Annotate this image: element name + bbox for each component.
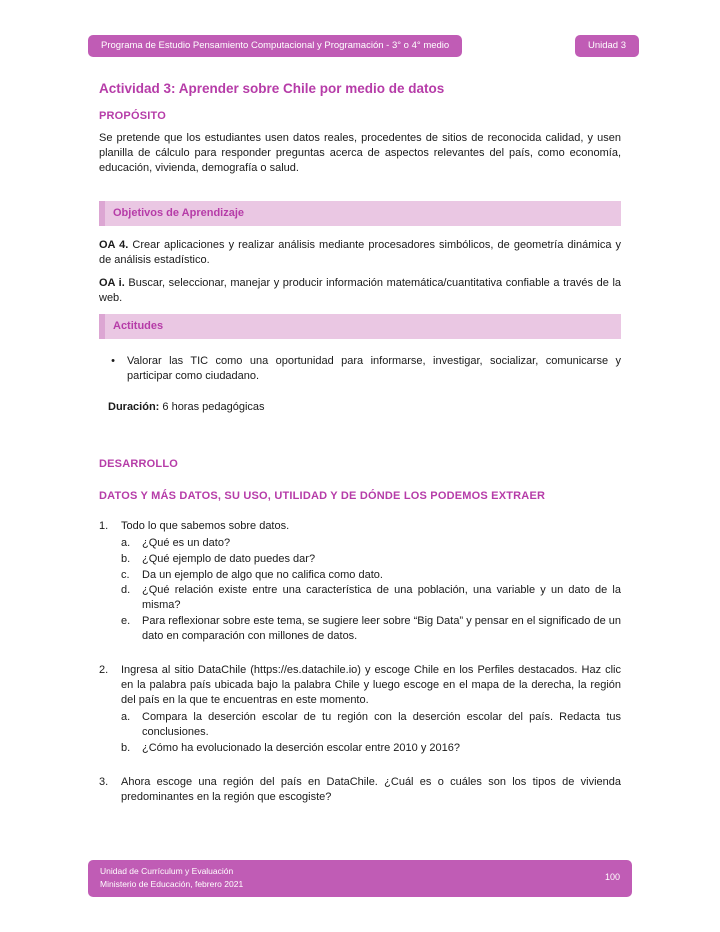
list-item-2 [99,663,621,757]
oa-4-text: Crear aplicaciones y realizar análisis mediante procesadores simbólicos, de geometría dinámica y de análisis estadístico. [99,239,622,267]
sub-text: Da un ejemplo de algo que no califica como dato. [142,568,383,581]
sub-letter: b. [121,742,131,755]
list-item-3 [99,775,621,805]
page-header [88,35,639,57]
sub-letter: d. [121,584,131,597]
sub-letter: b. [121,552,131,565]
sub-letter: e. [121,615,131,628]
objetivos-banner: Objetivos de Aprendizaje [99,201,621,226]
sub-text: ¿Qué relación existe entre una característica de una población, una variable y un dato de la misma? [142,584,621,612]
list-item-text: Ingresa al sitio DataChile (https://es.datachile.io) y escoge Chile en los Perfiles destacados. Haz clic en la palabra país ubicada bajo la palabra Chile y luego escoge en el mapa de la derecha, la región del país en la que te encuentras en este momento. [121,664,621,707]
sub-item-1e [121,614,621,644]
proposito-paragraph: Se pretende que los estudiantes usen datos reales, procedentes de sitios de reconocida calidad, y usen planilla de cálculo para responder preguntas acerca de aspectos relevantes del país, como economía, educación, vivienda, demografía o salud. [99,132,621,175]
actitudes-banner: Actitudes [99,314,621,339]
bullet-icon: • [111,354,115,367]
sub-list-1 [121,536,621,645]
duracion-label: Duración: [108,400,160,413]
sub-item-1a [121,536,621,551]
sub-text: Compara la deserción escolar de tu región con la deserción escolar del país. Redacta tus conclusiones. [142,711,621,739]
document-body [99,80,621,809]
sub-list-2 [121,710,621,756]
sub-item-1b [121,552,621,567]
sub-text: Para reflexionar sobre este tema, se sugiere leer sobre “Big Data” y pensar en el significado de un dato en comparación con millones de datos. [142,615,621,643]
oa-i-text: Buscar, seleccionar, manejar y producir información matemática/cuantitativa confiable a través de la web. [99,277,622,304]
sub-text: ¿Cómo ha evolucionado la deserción escolar entre 2010 y 2016? [142,742,460,755]
proposito-heading: PROPÓSITO [99,110,166,123]
footer-line-2: Ministerio de Educación, febrero 2021 [100,878,244,889]
footer-credits [100,865,243,891]
sub-letter: a. [121,536,131,549]
activity-title: Actividad 3: Aprender sobre Chile por medio de datos [99,81,445,96]
desarrollo-heading: DESARROLLO [99,457,178,470]
sub-item-2a [121,710,621,740]
oa-4-label: OA 4. [99,239,129,252]
datos-subheading: DATOS Y MÁS DATOS, SU USO, UTILIDAD Y DE DÓNDE LOS PODEMOS EXTRAER [99,489,546,502]
list-number: 2. [99,664,109,677]
list-item-text: Todo lo que sabemos sobre datos. [121,519,290,532]
sub-item-2b [121,741,621,756]
sub-item-1d [121,583,621,613]
duracion-line [108,400,621,415]
actitudes-bullet-item [99,354,621,384]
sub-letter: a. [121,711,131,724]
footer-line-1: Unidad de Currículum y Evaluación [100,866,234,876]
list-item-1 [99,519,621,646]
sub-text: ¿Qué es un dato? [142,536,231,549]
sub-text: ¿Qué ejemplo de dato puedes dar? [142,552,316,565]
page-number: 100 [604,872,620,882]
list-item-text: Ahora escoge una región del país en DataChile. ¿Cuál es o cuáles son los tipos de vivienda predominantes en la región que escogiste? [121,776,621,803]
sub-item-1c [121,568,621,583]
duracion-value: 6 horas pedagógicas [159,400,265,413]
oa-item-i [99,276,621,306]
list-number: 1. [99,519,109,532]
unit-badge: Unidad 3 [575,35,639,57]
program-title-banner: Programa de Estudio Pensamiento Computacional y Programación - 3° o 4° medio [88,35,462,57]
oa-item-4 [99,238,621,268]
sub-letter: c. [121,568,130,581]
list-number: 3. [99,776,109,788]
actitudes-bullet-text: Valorar las TIC como una oportunidad para informarse, investigar, socializar, comunicarse y participar como ciudadano. [127,354,621,382]
page-footer [88,860,632,897]
oa-i-label: OA i. [99,277,125,290]
